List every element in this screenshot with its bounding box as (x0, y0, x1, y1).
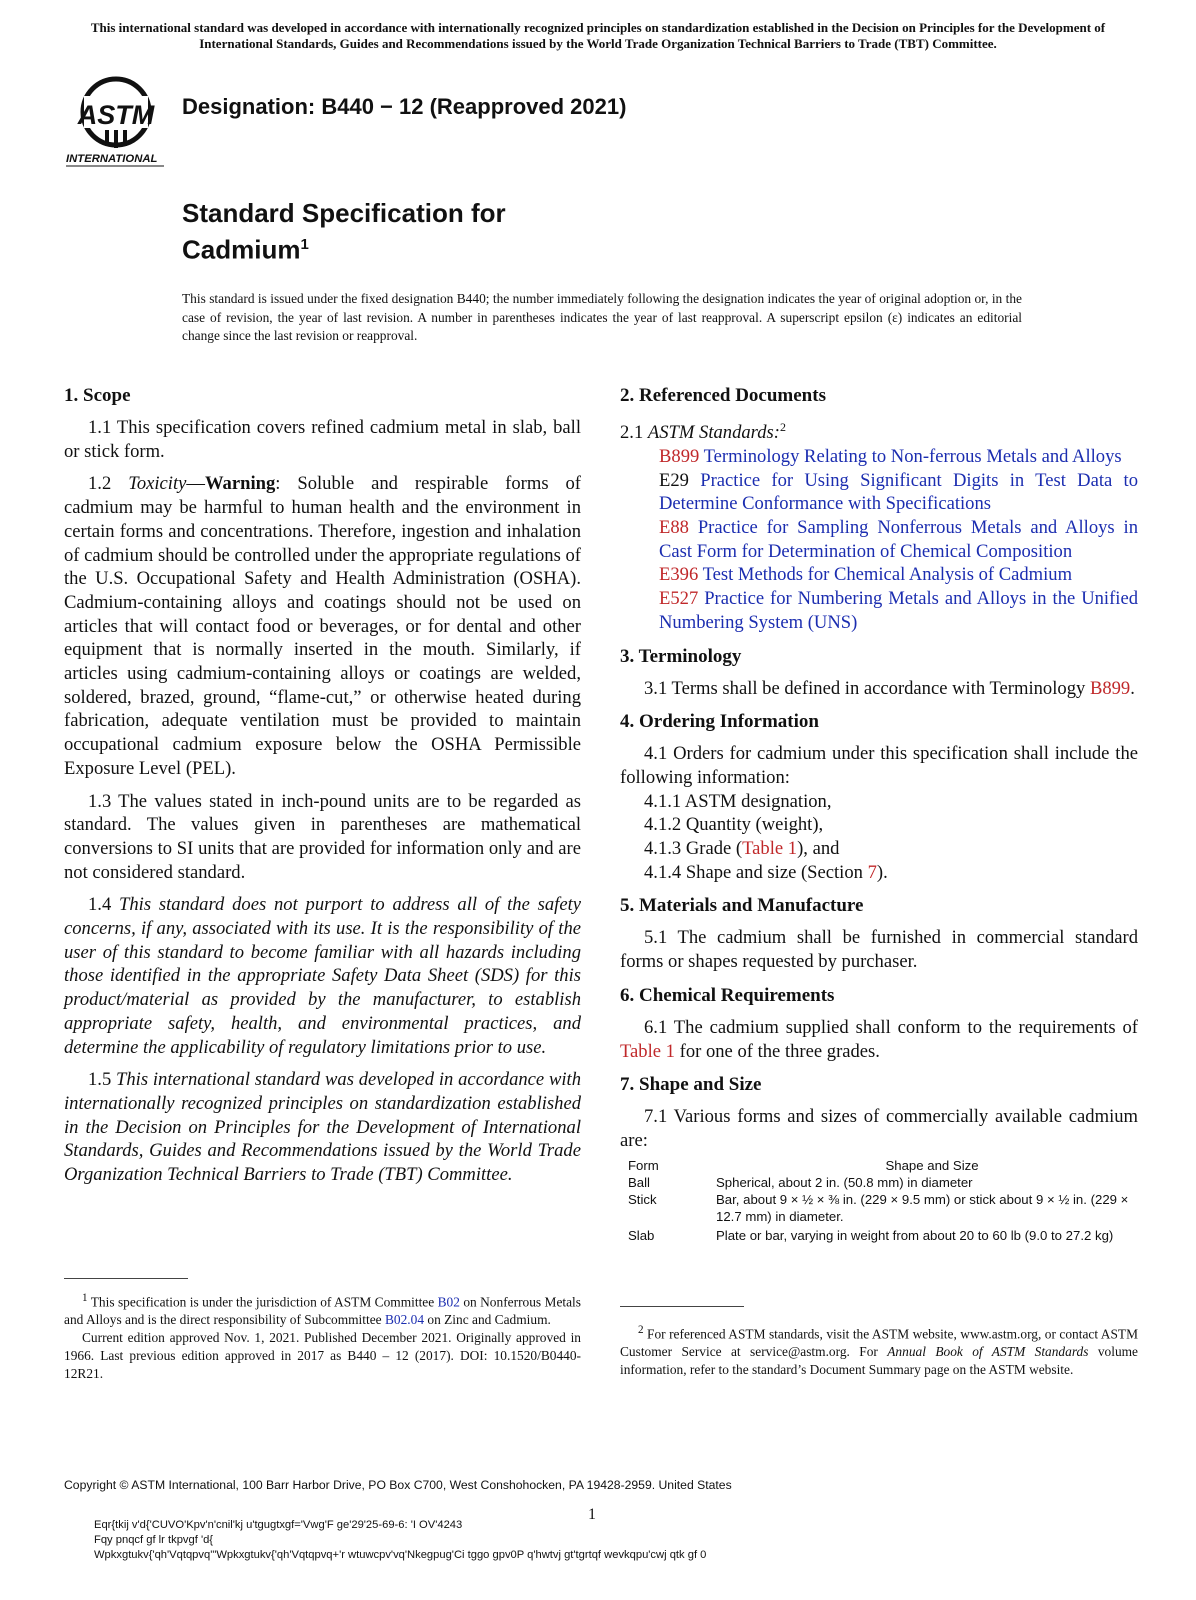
ref-item (620, 469, 1138, 516)
designation: Designation: B440 − 12 (Reapproved 2021) (182, 94, 627, 119)
table-row: Ball Spherical, about 2 in. (50.8 mm) in diameter (628, 1174, 973, 1190)
footnote-rule (64, 1278, 188, 1279)
scope-1-1: 1.1 This specification covers refined cadmium metal in slab, ball or stick form. (64, 417, 581, 462)
shape-table-header: Form Shape and Size (628, 1157, 979, 1173)
terminology-3-1: 3.1 Terms shall be defined in accordance with Terminology B899. (644, 677, 1135, 699)
link-b02-04[interactable]: B02.04 (384, 1312, 425, 1328)
scope-1-3: 1.3 The values stated in inch-pound units are to be regarded as standard. The values given in parentheses are mathematical conversions to SI units that are provided for information only and are not considered standard. (64, 790, 581, 883)
ordering-4-1: 4.1 Orders for cadmium under this specification shall include the following information: (620, 743, 1138, 788)
ref-code-link[interactable]: E88 (659, 517, 689, 538)
ref-item (620, 563, 1138, 587)
materials-heading: 5. Materials and Manufacture (620, 895, 864, 917)
astm-logo-mark (77, 79, 155, 148)
ordering-4-1-2: 4.1.2 Quantity (weight), (644, 814, 824, 836)
link-b02[interactable]: B02 (437, 1294, 460, 1310)
license-stamp: Eqr{tkij v'd{'CUVO'Kpv'n'cnil'kj u'tgugtxgf='Vwg'F ge'29'25-69-6: 'I OV'4243 Fqy pnqcf gf lr tkpvgf 'd{ Wpkxgtukv{'qh'Vqtqpvq'"Wpkxgtukv{'qh'Vqtqpvq+'r wtuwcpv'vq'Nkegpug'Ci tggo gpv0P q'hwtvj gt'tgrtqf wevkqpu'cwj qtk gf 0 (94, 1519, 707, 1561)
right-column (620, 384, 1138, 1254)
chemical-6-1: 6.1 The cadmium supplied shall conform to the requirements of Table 1 for one of the three grades. (620, 1016, 1138, 1062)
footnote-rule (620, 1306, 744, 1307)
ref-title-link[interactable]: Practice for Using Significant Digits in Test Data to Determine Conformance with Specifications (659, 469, 1138, 515)
scope-1-5: 1.5 This international standard was developed in accordance with internationally recognized principles on standardization established in the Decision on Principles for the Development of International Standards, Guides and Recommendations issued by the World Trade Organization Technical Barriers to Trade (TBT) Committee. (64, 1069, 582, 1186)
table-row: Slab Plate or bar, varying in weight from about 20 to 60 lb (9.0 to 27.2 kg) (628, 1227, 1114, 1243)
svg-text:ASTM: ASTM (77, 100, 155, 130)
document-title (182, 198, 506, 266)
left-column (64, 384, 581, 1196)
issuance-note: This standard is issued under the fixed designation B440; the number immediately following the designation indicates the year of original adoption or, in the case of revision, the year of last revision. A number in parentheses indicates the year of last reapproval. A superscript epsilon (ε) indicates an editorial change since the last revision or reapproval. (182, 291, 1022, 343)
link-table-1[interactable]: Table 1 (742, 838, 798, 860)
table-row: Stick Bar, about 9 × ½ × ⅜ in. (229 × 9.5 mm) or stick about 9 × ½ in. (229 × 12.7 mm) in diameter. (628, 1191, 1129, 1224)
ref-title-link[interactable]: Test Methods for Chemical Analysis of Cadmium (702, 564, 1073, 586)
standard-notice: This international standard was developed in accordance with internationally recognized principles on standardization established in the Decision on Principles for the Development of International Standards, Guides and Recommendations issued by the World Trade Organization Technical Barriers to Trade (TBT) Committee. (90, 20, 1106, 51)
shape-table (628, 1157, 1148, 1244)
ref-list (620, 445, 1138, 635)
footnote-1: $^1$ This specification is under the jurisdiction of ASTM Committee B02 on Nonferrous Metals and Alloys and is the direct responsibility of Subcommittee B02.04 on Zinc and Cadmium. Current edition approved Nov. 1, 2021. Published December 2021. Originally approved in 1966. Last previous edition approved in 2017 as B440 – 12 (2017). DOI: 10.1520/B0440-12R21. (64, 1278, 581, 1383)
ref-code: E29 (659, 469, 689, 491)
footnote-2: $^2$ For referenced ASTM standards, visit the ASTM website, www.astm.org, or contact ASTM Customer Service at service@astm.org. For Annual Book of ASTM Standards volume information, refer to the standard’s Document Summary page on the ASTM website. (620, 1306, 1138, 1379)
scope-1-2: 1.2 Toxicity—Warning: Soluble and respirable forms of cadmium may be harmful to human health and the environment in certain forms and concentrations. Therefore, ingestion and inhalation of cadmium should be controlled under the appropriate regulations of the U.S. Occupational Safety and Health Administration (OSHA). Cadmium-containing alloys and coatings should not be used on articles that will contact food or beverages, or for dental and other equipment that is normally inserted in the mouth. Similarly, if articles using cadmium-containing alloys or coatings are welded, soldered, brazed, ground, “flame-cut,” or otherwise heated during fabrication, adequate ventilation must be provided to maintain occupational cadmium exposure below the OSHA Permissible Exposure Level (PEL). (64, 473, 582, 779)
title-line1: Standard Specification for (182, 198, 506, 228)
materials-5-1: 5.1 The cadmium shall be furnished in commercial standard forms or shapes requested by purchaser. (620, 927, 1138, 973)
refdocs-heading: 2. Referenced Documents (620, 385, 826, 406)
ref-item (620, 516, 1138, 563)
ref-code-link[interactable]: B899 (659, 445, 700, 467)
ordering-4-1-4: 4.1.4 Shape and size (Section 7). (644, 861, 888, 883)
shape-heading: 7. Shape and Size (620, 1074, 762, 1096)
ref-title-link[interactable]: Terminology Relating to Non-ferrous Metals and Alloys (703, 445, 1122, 467)
astm-standards-label: 2.1 ASTM Standards:$^2$ (620, 420, 786, 444)
ordering-heading: 4. Ordering Information (620, 711, 819, 733)
ref-item (620, 445, 1138, 469)
ordering-4-1-1: 4.1.1 ASTM designation, (644, 790, 832, 812)
link-table-1[interactable]: Table 1 (620, 1040, 675, 1062)
copyright: Copyright © ASTM International, 100 Barr Harbor Drive, PO Box C700, West Conshohocken, PA 19428-2959. United States (64, 1478, 732, 1492)
terminology-heading: 3. Terminology (620, 645, 742, 667)
ref-code-link[interactable]: E527 (659, 588, 699, 610)
shape-7-1: 7.1 Various forms and sizes of commercially available cadmium are: (620, 1106, 1138, 1151)
title-line2: Cadmium$^1$ (182, 234, 309, 265)
ref-title-link[interactable]: Practice for Numbering Metals and Alloys in the Unified Numbering System (UNS) (659, 588, 1138, 633)
astm-logo-subtext: INTERNATIONAL (66, 153, 158, 165)
chemical-heading: 6. Chemical Requirements (620, 984, 835, 1006)
ref-title-link[interactable]: Practice for Sampling Nonferrous Metals and Alloys in Cast Form for Determination of Chemical Composition (659, 517, 1138, 562)
page-number: 1 (588, 1506, 596, 1523)
title-footnote-mark: 1 (300, 236, 309, 253)
astm-logo (64, 74, 168, 170)
link-section-7[interactable]: 7 (867, 861, 877, 883)
ref-code-link[interactable]: E396 (659, 564, 699, 586)
scope-1-4: 1.4 This standard does not purport to address all of the safety concerns, if any, associated with its use. It is the responsibility of the user of this standard to become familiar with all hazards including those identified in the appropriate Safety Data Sheet (SDS) for this product/material as provided by the manufacturer, to establish appropriate safety, health, and environmental practices, and determine the applicability of regulatory limitations prior to use. (64, 894, 581, 1058)
ref-item (620, 587, 1138, 634)
scope-heading: 1. Scope (64, 385, 131, 406)
link-b899[interactable]: B899 (1089, 677, 1131, 699)
ordering-4-1-3: 4.1.3 Grade (Table 1), and (644, 838, 840, 860)
